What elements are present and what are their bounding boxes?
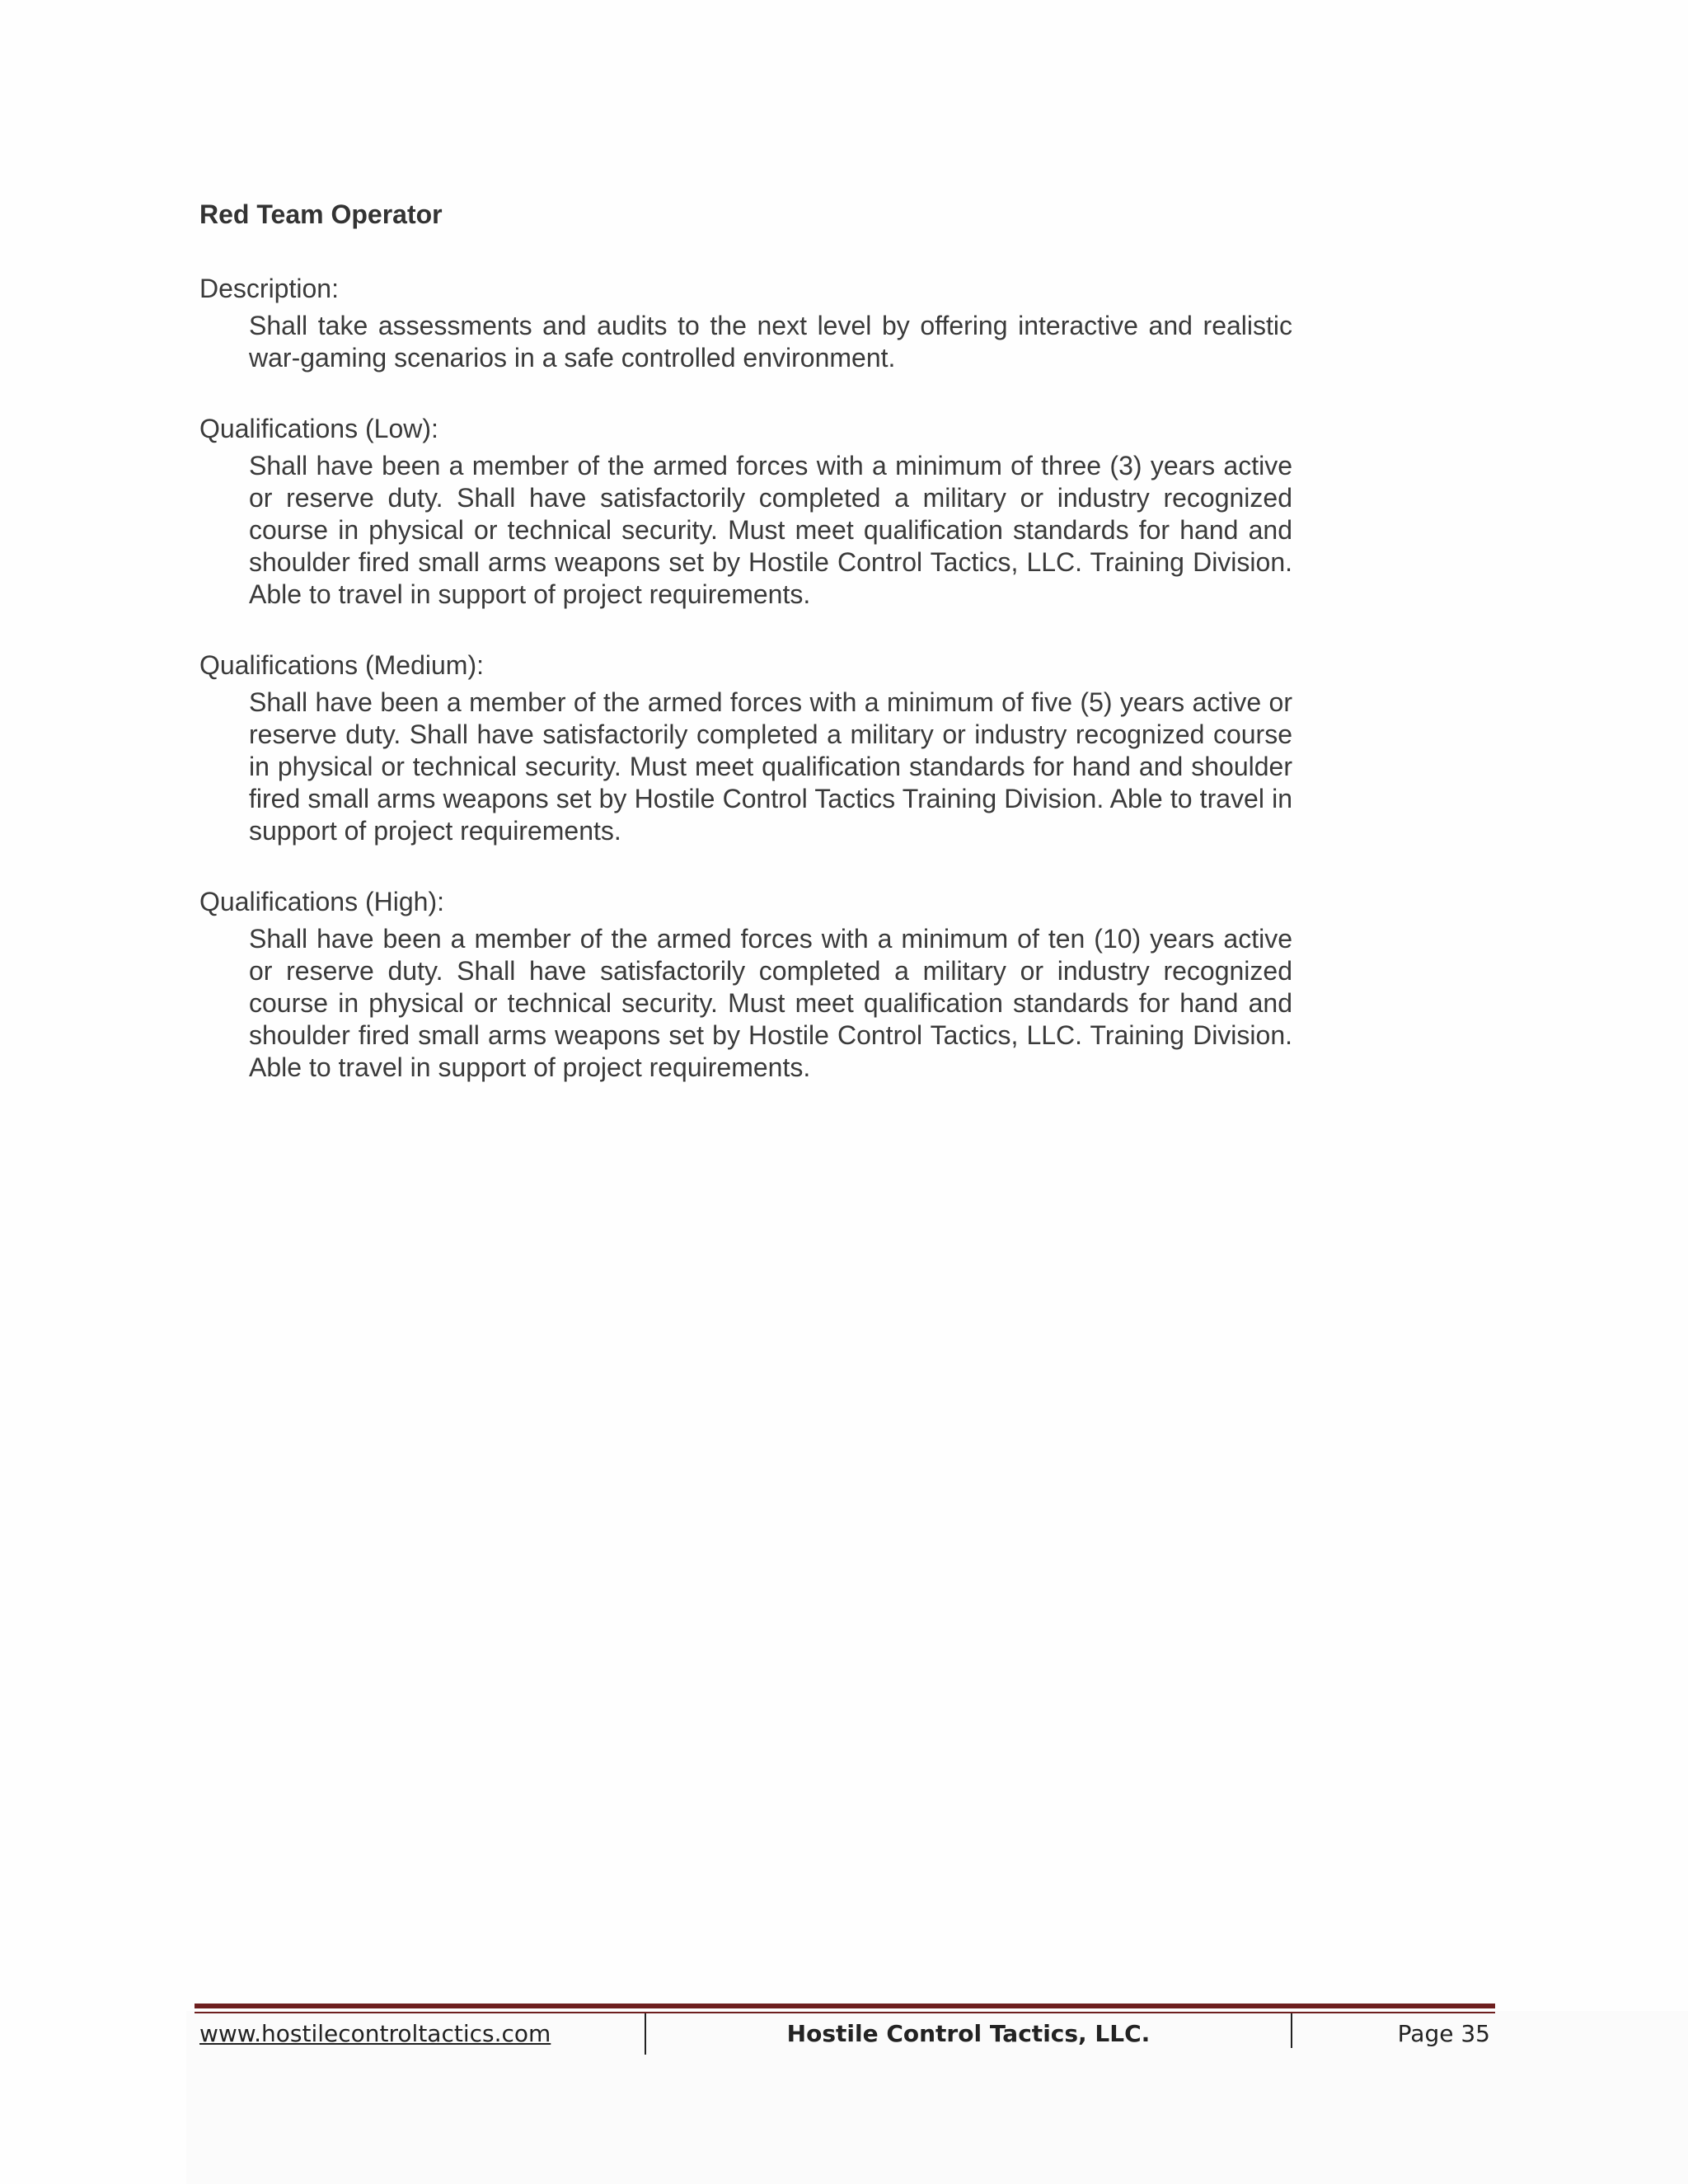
section-qualifications-low: [199, 410, 1292, 611]
section-label: Qualifications (Medium):: [199, 650, 484, 680]
footer-website-link[interactable]: www.hostilecontroltactics.com: [199, 2020, 551, 2047]
footer-rule-thick: [195, 2004, 1495, 2008]
section-qualifications-medium: [199, 647, 1292, 847]
footer-company-name: Hostile Control Tactics, LLC.: [786, 2020, 1151, 2047]
section-qualifications-high: [199, 883, 1292, 1084]
main-content: [199, 196, 1292, 1120]
footer-page-number: Page 35: [1397, 2020, 1490, 2047]
section-label: Qualifications (Low):: [199, 414, 438, 443]
section-body: Shall have been a member of the armed forces with a minimum of five (5) years active or reserve duty. Shall have satisfactorily completed a military or industry recognized course in physical or technical security. Must meet qualification standards for hand and shoulder fired small arms weapons set by Hostile Control Tactics Training Division. Able to travel in support of project requirements.: [249, 687, 1292, 846]
section-body: Shall have been a member of the armed forces with a minimum of three (3) years active or reserve duty. Shall have satisfactorily completed a military or industry recognized course in physical or technical security. Must meet qualification standards for hand and shoulder fired small arms weapons set by Hostile Control Tactics, LLC. Training Division. Able to travel in support of project requirements.: [249, 451, 1292, 609]
footer-divider: [1291, 2013, 1292, 2048]
section-body: Shall have been a member of the armed forces with a minimum of ten (10) years active or reserve duty. Shall have satisfactorily completed a military or industry recognized course in physical or technical security. Must meet qualification standards for hand and shoulder fired small arms weapons set by Hostile Control Tactics, LLC. Training Division. Able to travel in support of project requirements.: [249, 924, 1292, 1082]
page-footer: [195, 2013, 1495, 2063]
page-title: Red Team Operator: [199, 199, 443, 229]
section-label: Qualifications (High):: [199, 887, 444, 916]
section-label: Description:: [199, 274, 339, 303]
section-body: Shall take assessments and audits to the next level by offering interactive and realistic war-gaming scenarios in a safe controlled environment.: [249, 311, 1292, 373]
section-description: [199, 270, 1292, 374]
